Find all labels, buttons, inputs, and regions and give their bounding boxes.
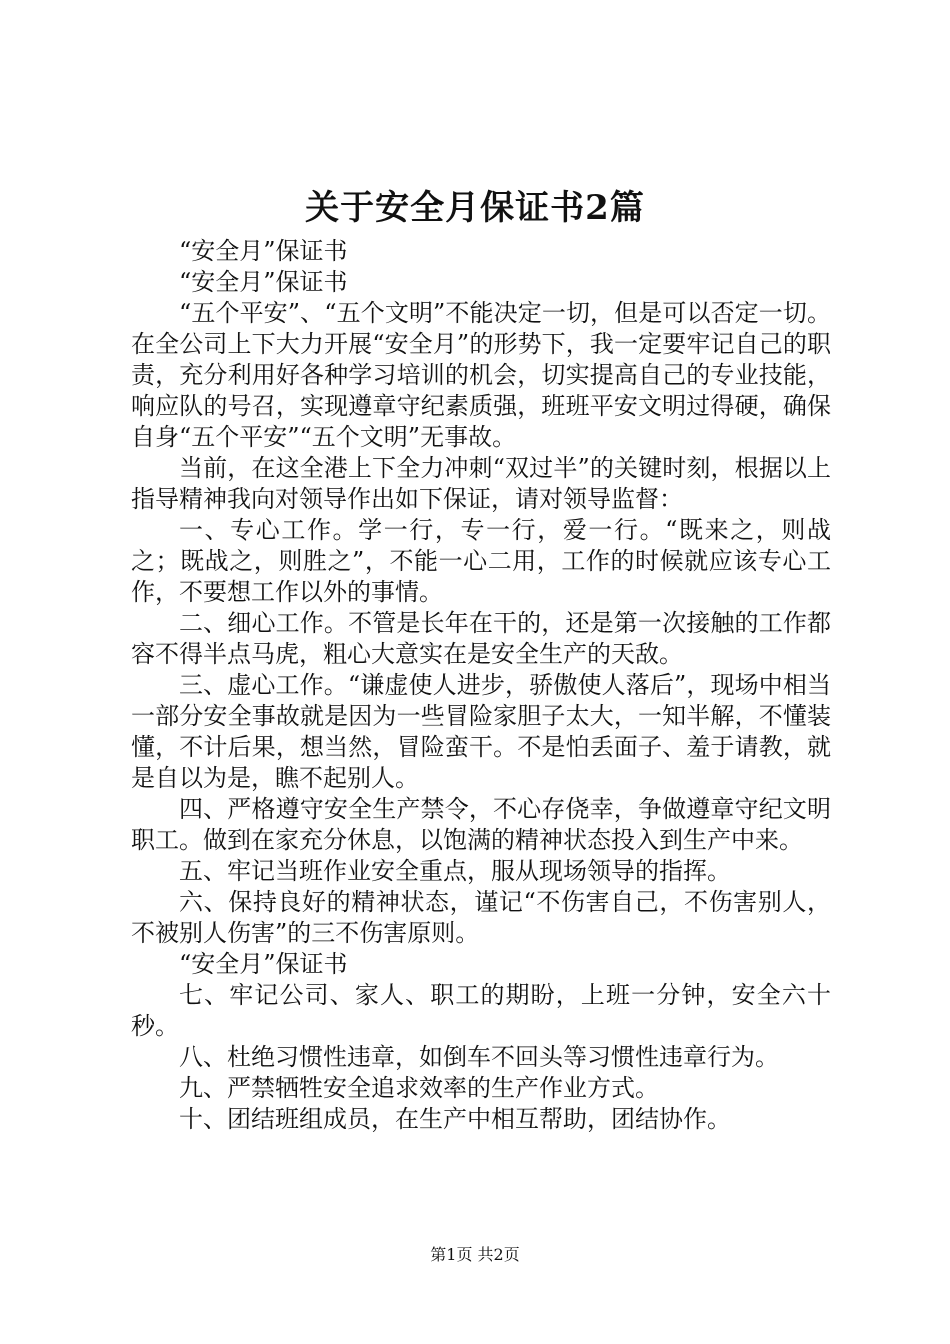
paragraph: 一、专心工作。学一行，专一行，爱一行。“既来之，则战之；既战之，则胜之”，不能一心二用，工作的时候就应该专心工作，不要想工作以外的事情。 [131,516,831,606]
paragraph: 二、细心工作。不管是长年在干的，还是第一次接触的工作都容不得半点马虎，粗心大意实在是安全生产的天敌。 [131,609,831,668]
paragraph: “安全月”保证书 [179,268,348,296]
paragraph: 七、牢记公司、家人、职工的期盼，上班一分钟，安全六十秒。 [131,981,831,1040]
paragraph: “安全月”保证书 [179,237,348,265]
paragraph: “五个平安”、“五个文明”不能决定一切，但是可以否定一切。在全公司上下大力开展“安全月”的形势下，我一定要牢记自己的职责，充分利用好各种学习培训的机会，切实提高自己的专业技能，响应队的号召，实现遵章守纪素质强，班班平安文明过得硬，确保自身“五个平安”“五个文明”无事故。 [131,299,831,451]
paragraph: “安全月”保证书 [179,950,348,978]
paragraph: 当前，在这全港上下全力冲刺“双过半”的关键时刻，根据以上指导精神我向对领导作出如下保证，请对领导监督： [131,454,831,513]
paragraph: 四、严格遵守安全生产禁令，不心存侥幸，争做遵章守纪文明职工。做到在家充分休息，以饱满的精神状态投入到生产中来。 [131,795,831,854]
paragraph: 九、严禁牺牲安全追求效率的生产作业方式。 [179,1074,659,1102]
paragraph: 六、保持良好的精神状态，谨记“不伤害自己，不伤害别人，不被别人伤害”的三不伤害原则。 [131,888,831,947]
paragraph: 五、牢记当班作业安全重点，服从现场领导的指挥。 [179,857,731,885]
page-footer: 第1页 共2页 [430,1245,520,1264]
paragraph: 三、虚心工作。“谦虚使人进步，骄傲使人落后”，现场中相当一部分安全事故就是因为一些冒险家胆子太大，一知半解，不懂装懂，不计后果，想当然，冒险蛮干。不是怕丢面子、羞于请教，就是自以为是，瞧不起别人。 [131,671,831,792]
document-title: 关于安全月保证书2篇 [305,188,645,228]
paragraph: 八、杜绝习惯性违章，如倒车不回头等习惯性违章行为。 [179,1043,779,1071]
document-body [131,236,831,1135]
paragraph: 十、团结班组成员，在生产中相互帮助，团结协作。 [179,1105,731,1133]
